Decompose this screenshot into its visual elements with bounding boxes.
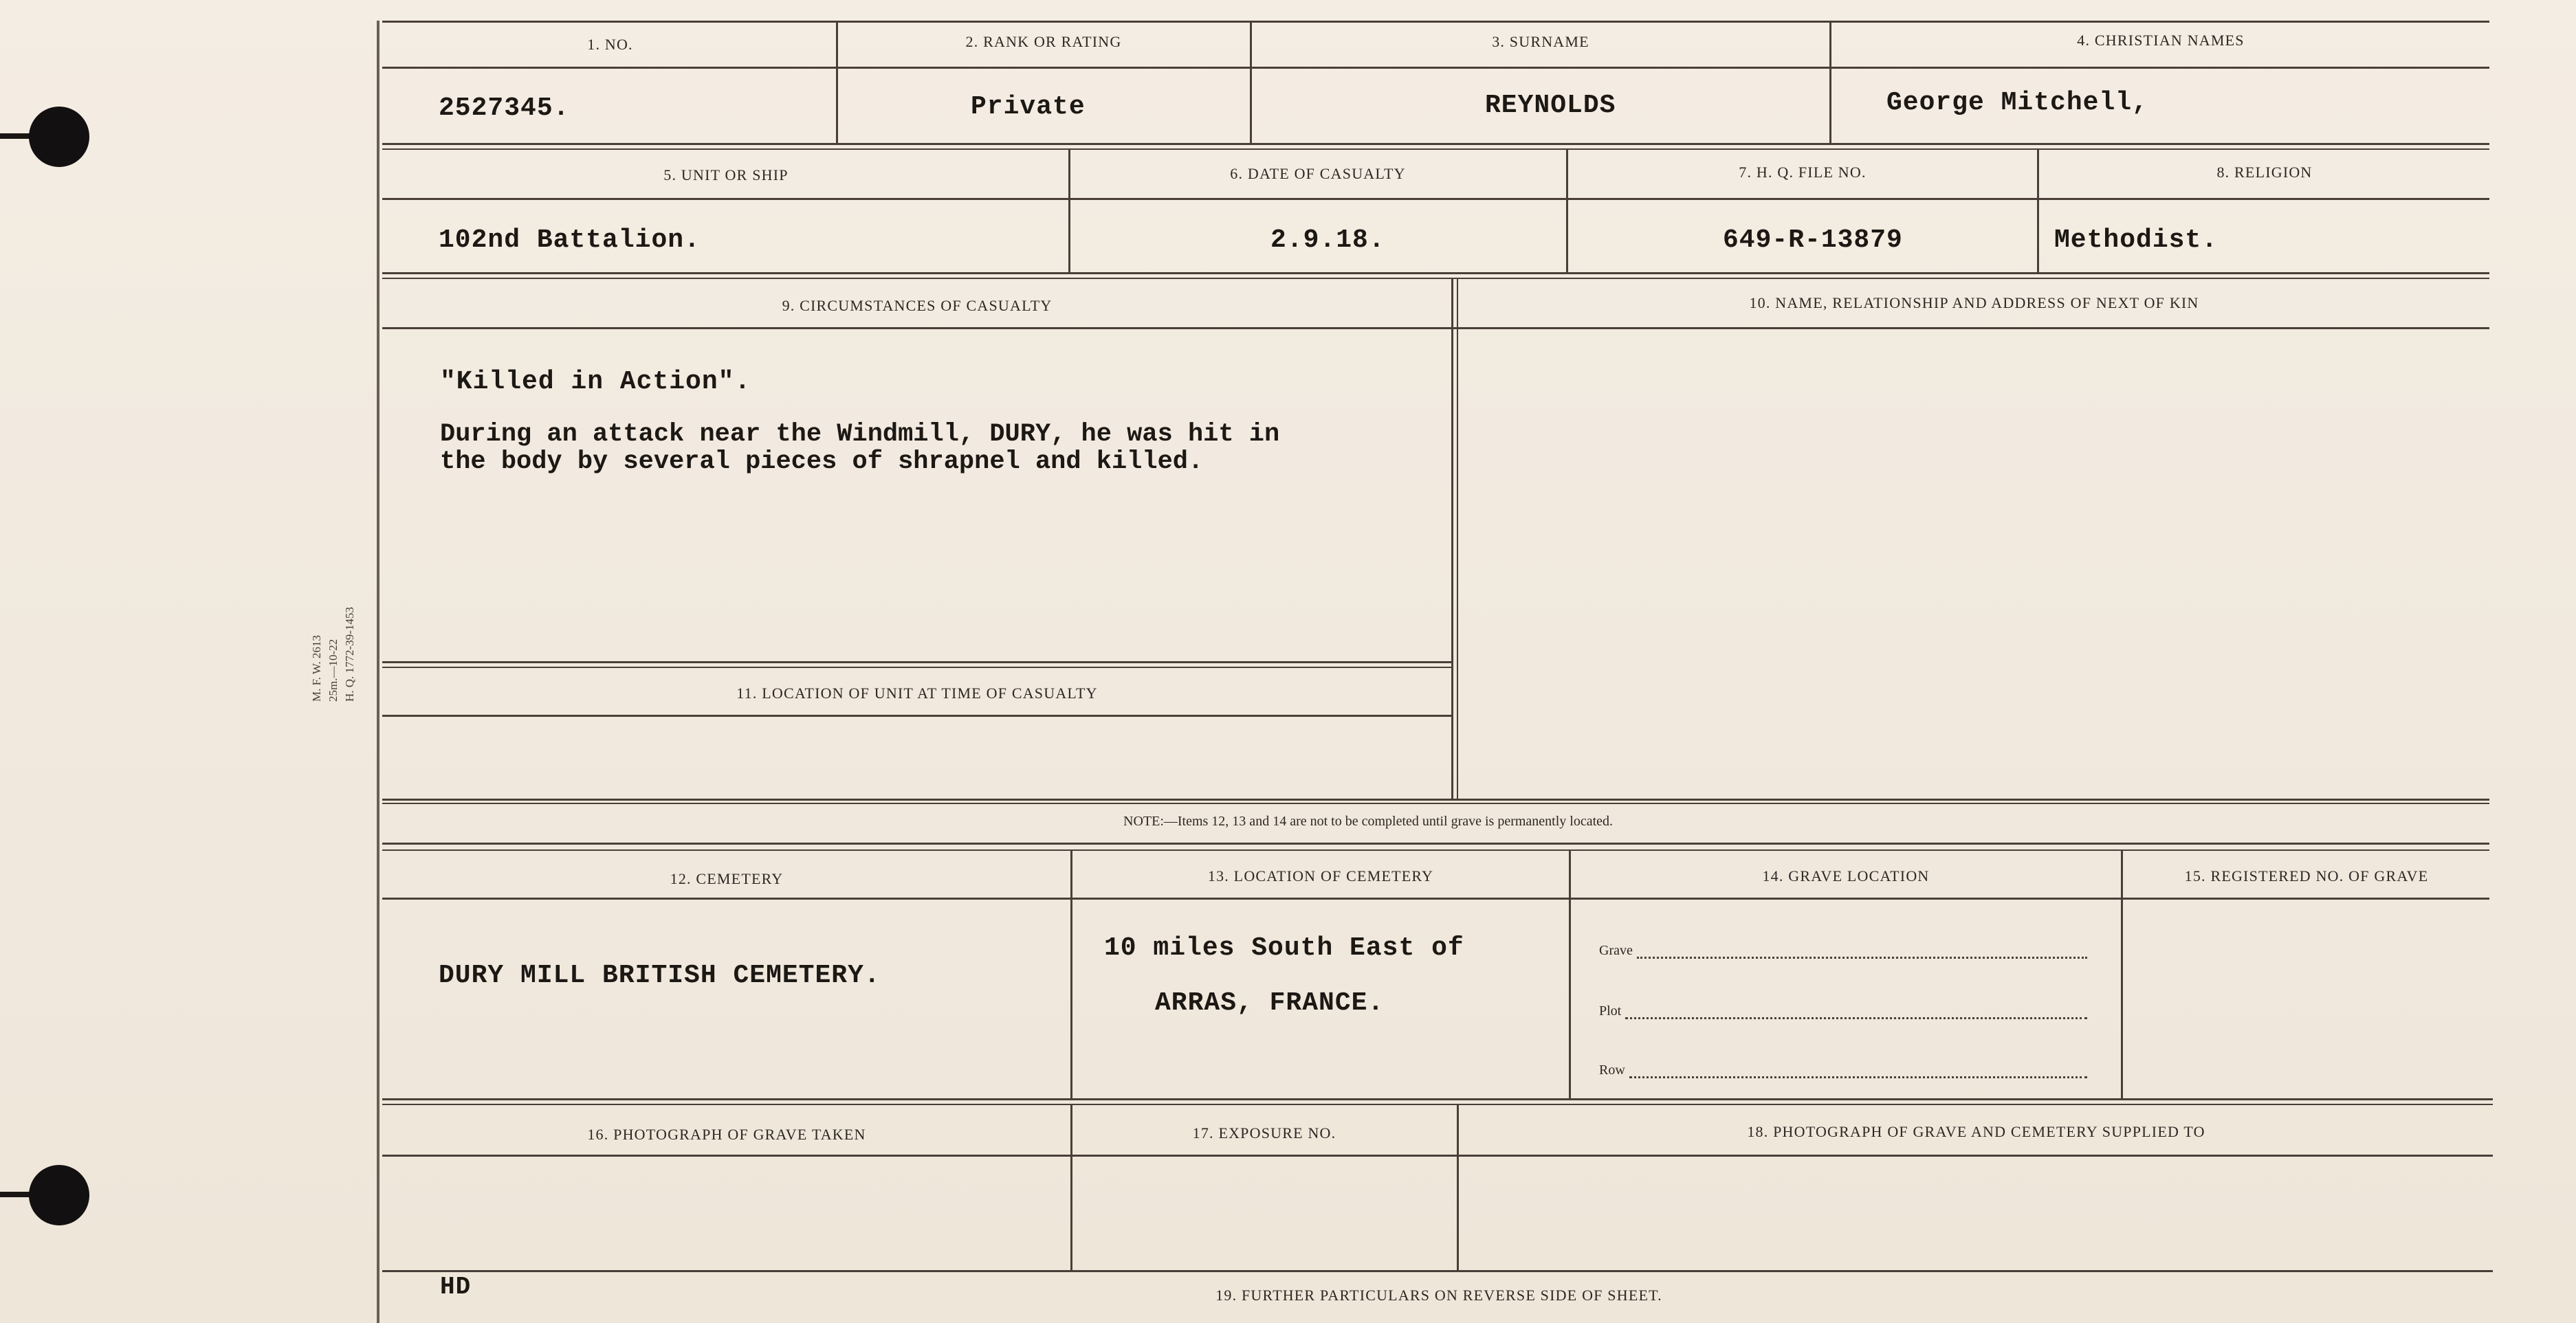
form-code-line-2: 25m.—10-22 — [327, 638, 340, 702]
label-hq-file: 7. H. Q. FILE NO. — [1739, 164, 1867, 181]
value-surname: REYNOLDS — [1485, 91, 1616, 120]
plot-label: Plot — [1599, 1003, 1622, 1019]
grave-line — [1599, 943, 2087, 959]
label-date-of-casualty: 6. DATE OF CASUALTY — [1230, 165, 1406, 182]
form-code-line-3: H. Q. 1772-39-1453 — [343, 607, 356, 702]
label-next-of-kin: 10. NAME, RELATIONSHIP AND ADDRESS OF NEXT OF KIN — [1749, 294, 2199, 311]
value-date-of-casualty: 2.9.18. — [1270, 225, 1385, 255]
binder-hole-bottom — [29, 1165, 89, 1225]
value-rank: Private — [971, 92, 1086, 122]
value-hq-file: 649-R-13879 — [1723, 225, 1903, 255]
label-photo-supplied: 18. PHOTOGRAPH OF GRAVE AND CEMETERY SUPPLIED TO — [1747, 1123, 2205, 1140]
label-further-particulars: 19. FURTHER PARTICULARS ON REVERSE SIDE OF SHEET. — [1215, 1287, 1662, 1304]
label-registered-no: 15. REGISTERED NO. OF GRAVE — [2184, 867, 2429, 885]
value-location-of-cemetery-line-1: 10 miles South East of — [1104, 933, 1464, 963]
value-circumstances-line-2: During an attack near the Windmill, DURY, he was hit in the body by several pieces of shrapnel and killed. — [440, 420, 1280, 476]
label-unit: 5. UNIT OR SHIP — [663, 166, 789, 184]
note-items-12-14: NOTE:—Items 12, 13 and 14 are not to be completed until grave is permanently located. — [1123, 814, 1614, 829]
grave-label: Grave — [1599, 943, 1633, 958]
row-label: Row — [1599, 1063, 1625, 1078]
label-cemetery: 12. CEMETERY — [670, 870, 784, 887]
plot-line — [1599, 1003, 2087, 1019]
value-unit: 102nd Battalion. — [439, 225, 701, 255]
label-no: 1. NO. — [587, 36, 633, 53]
value-initials: HD — [440, 1273, 472, 1301]
binder-hole-top — [29, 107, 89, 167]
value-circumstances-line-1: "Killed in Action". — [440, 367, 751, 397]
label-rank: 2. RANK OR RATING — [965, 33, 1122, 50]
label-photo-taken: 16. PHOTOGRAPH OF GRAVE TAKEN — [587, 1126, 866, 1143]
left-margin-rule — [377, 21, 379, 1323]
label-circumstances: 9. CIRCUMSTANCES OF CASUALTY — [782, 297, 1053, 314]
value-religion: Methodist. — [2054, 225, 2219, 255]
label-religion: 8. RELIGION — [2216, 164, 2313, 181]
value-cemetery: DURY MILL BRITISH CEMETERY. — [439, 961, 881, 990]
label-surname: 3. SURNAME — [1492, 33, 1589, 50]
label-christian-names: 4. CHRISTIAN NAMES — [2077, 32, 2245, 49]
value-christian-names: George Mitchell, — [1886, 88, 2148, 118]
value-location-of-cemetery-line-2: ARRAS, FRANCE. — [1155, 988, 1385, 1018]
label-grave-location: 14. GRAVE LOCATION — [1762, 867, 1930, 885]
value-no: 2527345. — [439, 93, 570, 123]
form-code-line-1: M. F. W. 2613 — [310, 635, 323, 702]
label-exposure-no: 17. EXPOSURE NO. — [1192, 1124, 1336, 1142]
row-line — [1599, 1063, 2087, 1078]
form-code — [309, 557, 358, 702]
label-location-of-cemetery: 13. LOCATION OF CEMETERY — [1207, 867, 1434, 885]
label-location-of-unit: 11. LOCATION OF UNIT AT TIME OF CASUALTY — [736, 685, 1098, 702]
